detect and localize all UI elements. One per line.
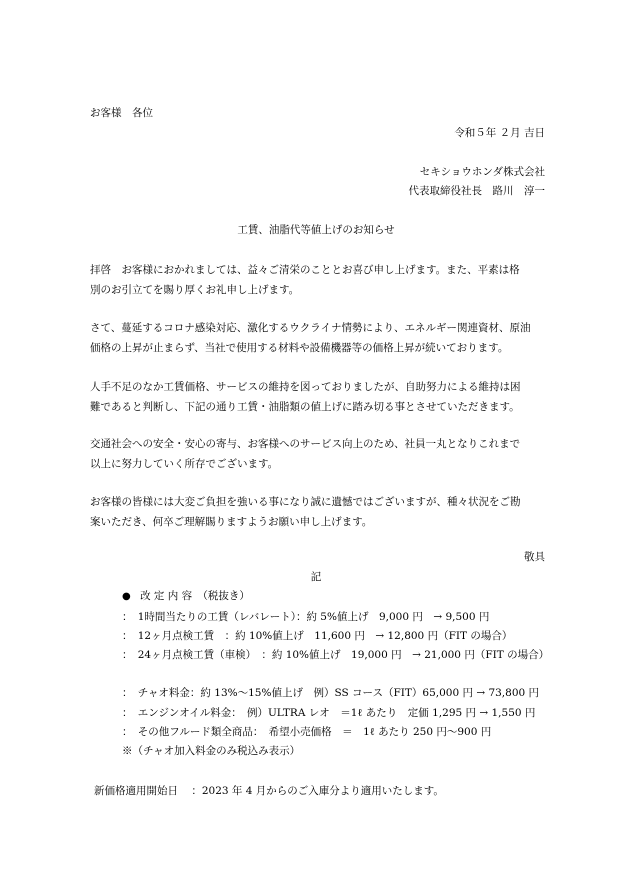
labor-item: ： 12ヶ月点検工賃 ：約 10%値上げ 11,600 円 → 12,800 円（FIT の場合） (122, 630, 513, 642)
labor-item: ： 24ヶ月点検工賃（車検） ：約 10%値上げ 19,000 円 → 21,000 円（FIT の場合） (122, 649, 550, 661)
addressee: お客様 各位 (90, 107, 153, 119)
revision-heading-text: 改 定 内 容 （税抜き） (140, 590, 250, 602)
paragraph-line: 案いただき、何卒ご理解賜りますようお願い申し上げます。 (90, 516, 373, 528)
tax-note: ※（チャオ加入料金のみ税込み表示） (122, 745, 301, 757)
paragraph-greeting (90, 260, 545, 300)
effective-date-text: ：2023 年 4 月からのご入庫分より適用いたします。 (191, 785, 444, 797)
paragraph-line: 以上に努力していく所存でございます。 (90, 458, 279, 470)
bullet-icon: ● (122, 591, 131, 602)
oil-item: ： その他フルード類全商品： 希望小売価格 ＝ 1ℓ あたり 250 円～900 円 (122, 726, 492, 738)
representative-name: 代表取締役社長 路川 淳一 (408, 185, 545, 197)
paragraph-line: 難であると判断し、下記の通り工賃・油脂類の値上げに踏み切る事とさせていただきます。 (90, 401, 520, 413)
paragraph-line: 拝啓 お客様におかれましては、益々ご清栄のこととお喜び申し上げます。また、平素は格 (90, 264, 520, 276)
company-name: セキショウホンダ株式会社 (419, 166, 545, 178)
oil-item: ： エンジンオイル料金： 例）ULTRA レオ ＝1ℓ あたり 定価 1,295 円 → 1,550 円 (122, 707, 536, 719)
labor-item: ： 1時間当たりの工賃（レバレート）：約 5%値上げ 9,000 円 → 9,500 円 (122, 611, 490, 623)
closing-keigu: 敬具 (524, 551, 545, 563)
paragraph-line: 価格の上昇が止まらず、当社で使用する材料や設備機器等の価格上昇が続いております。 (90, 342, 509, 354)
paragraph-line: 交通社会への安全・安心の寄与、お客様へのサービス向上のため、社員一丸となりこれまで (90, 438, 521, 450)
paragraph-apology (90, 492, 545, 532)
issue-date: 令和５年 ２月 吉日 (454, 127, 545, 139)
paragraph-line: さて、蔓延するコロナ感染対応、激化するウクライナ情勢により、エネルギー関連資材、原油 (90, 322, 531, 334)
ki-heading: 記 (310, 571, 322, 583)
effective-date-label: 新価格適用開始日 (94, 785, 178, 797)
paragraph-line: 人手不足のなか工賃価格、サービスの維持を図っておりましたが、自助努力による維持は困 (90, 381, 521, 393)
document-title: 工賃、油脂代等値上げのお知らせ (237, 224, 395, 236)
paragraph-line: お客様の皆様には大変ご負担を強いる事になり誠に遺憾ではございますが、種々状況をご勘 (90, 496, 521, 508)
revision-heading (122, 591, 250, 602)
paragraph-commitment (90, 434, 545, 474)
paragraph-line: 別のお引立てを賜り厚くお礼申し上げます。 (90, 284, 300, 296)
paragraph-decision (90, 377, 545, 417)
paragraph-reason (90, 318, 545, 358)
oil-item: ： チャオ料金：約 13%～15%値上げ 例）SS コース（FIT）65,000 円 → 73,800 円 (122, 687, 540, 699)
effective-date (94, 786, 444, 797)
